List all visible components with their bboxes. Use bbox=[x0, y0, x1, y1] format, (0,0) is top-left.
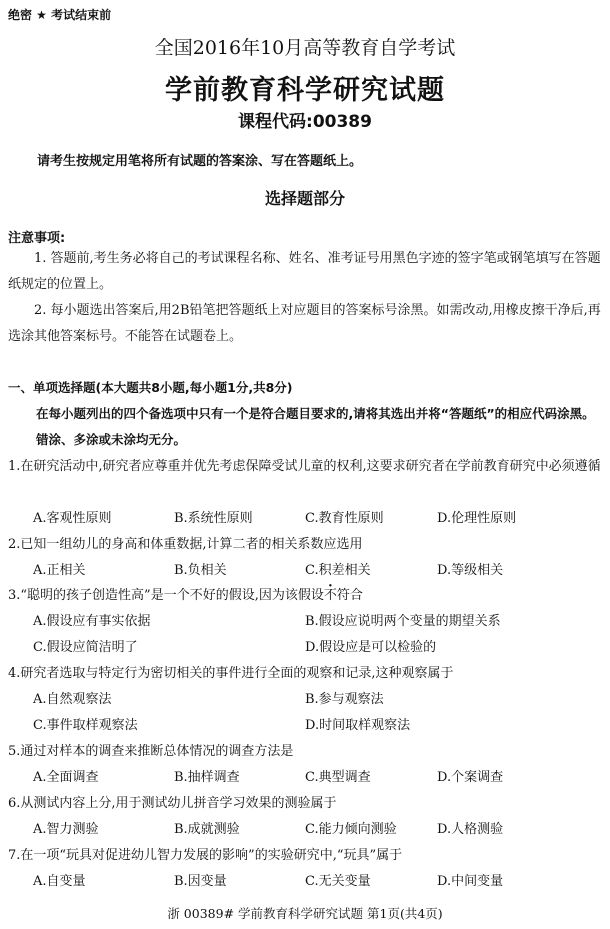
option: A.假设应有事实依据 bbox=[33, 614, 151, 629]
option: C.典型调查 bbox=[305, 770, 371, 785]
option: C.无关变量 bbox=[305, 874, 371, 889]
option: B.成就测验 bbox=[174, 822, 240, 837]
option: C.事件取样观察法 bbox=[33, 718, 138, 733]
question-stem: 5.通过对样本的调查来推断总体情况的调查方法是 bbox=[8, 744, 294, 759]
option: C.积差相关 bbox=[305, 563, 371, 578]
option: A.自然观察法 bbox=[33, 692, 112, 707]
option: B.参与观察法 bbox=[305, 692, 384, 707]
option: A.客观性原则 bbox=[33, 511, 112, 526]
subject-title: 学前教育科学研究试题 bbox=[165, 75, 445, 106]
option: D.等级相关 bbox=[437, 563, 504, 578]
section-title: 选择题部分 bbox=[264, 189, 345, 208]
exam-title: 全国2016年10月高等教育自学考试 bbox=[154, 37, 456, 59]
option: A.智力测验 bbox=[33, 822, 99, 837]
question-stem bbox=[8, 584, 603, 603]
option: D.人格测验 bbox=[437, 822, 504, 837]
option: B.抽样调查 bbox=[174, 770, 240, 785]
emphasis-mark: 不 bbox=[323, 588, 337, 603]
part-heading: 一、单项选择题(本大题共8小题,每小题1分,共8分) bbox=[8, 380, 293, 395]
option: D.假设应是可以检验的 bbox=[305, 640, 437, 655]
page-footer: 浙 00389# 学前教育科学研究试题 第1页(共4页) bbox=[167, 906, 443, 921]
option: C.教育性原则 bbox=[305, 511, 384, 526]
part-instruction: 在每小题列出的四个备选项中只有一个是符合题目要求的,请将其选出并将“答题纸”的相应代码涂黑。错涂、多涂或未涂均无分。 bbox=[36, 406, 595, 447]
notes-title: 注意事项: bbox=[8, 231, 66, 246]
stem-text: 3.“聪明的孩子创造性高”是一个不好的假设,因为该假设 bbox=[8, 588, 324, 603]
stem-text: 符合 bbox=[336, 588, 363, 603]
question-stem: 7.在一项“玩具对促进幼儿智力发展的影响”的实验研究中,“玩具”属于 bbox=[8, 848, 403, 863]
option: C.假设应简洁明了 bbox=[33, 640, 138, 655]
note-item: 1. 答题前,考生务必将自己的考试课程名称、姓名、准考证号用黑色字迹的签字笔或钢笔填写在答题纸规定的位置上。 bbox=[8, 251, 601, 292]
option: B.假设应说明两个变量的期望关系 bbox=[305, 614, 501, 629]
option: B.系统性原则 bbox=[174, 511, 253, 526]
question-stem: 1.在研究活动中,研究者应尊重并优先考虑保障受试儿童的权利,这要求研究者在学前教育研究中必须遵循 bbox=[8, 459, 601, 474]
option: B.负相关 bbox=[174, 563, 227, 578]
option: A.全面调查 bbox=[33, 770, 99, 785]
option: D.中间变量 bbox=[437, 874, 504, 889]
question-stem: 6.从测试内容上分,用于测试幼儿拼音学习效果的测验属于 bbox=[8, 796, 337, 811]
answer-instruction: 请考生按规定用笔将所有试题的答案涂、写在答题纸上。 bbox=[37, 154, 363, 169]
question-stem: 2.已知一组幼儿的身高和体重数据,计算二者的相关系数应选用 bbox=[8, 537, 363, 552]
option: D.时间取样观察法 bbox=[305, 718, 411, 733]
note-item: 2. 每小题选出答案后,用2B铅笔把答题纸上对应题目的答案标号涂黑。如需改动,用橡皮擦干净后,再选涂其他答案标号。不能答在试题卷上。 bbox=[8, 303, 601, 344]
option: B.因变量 bbox=[174, 874, 227, 889]
question-stem: 4.研究者选取与特定行为密切相关的事件进行全面的观察和记录,这种观察属于 bbox=[8, 666, 454, 681]
option: A.正相关 bbox=[33, 563, 86, 578]
option: C.能力倾向测验 bbox=[305, 822, 397, 837]
option: D.个案调查 bbox=[437, 770, 504, 785]
option: D.伦理性原则 bbox=[437, 511, 517, 526]
option: A.自变量 bbox=[33, 874, 86, 889]
confidential-label: 绝密 ★ 考试结束前 bbox=[8, 8, 112, 22]
course-code: 课程代码:00389 bbox=[238, 112, 372, 132]
